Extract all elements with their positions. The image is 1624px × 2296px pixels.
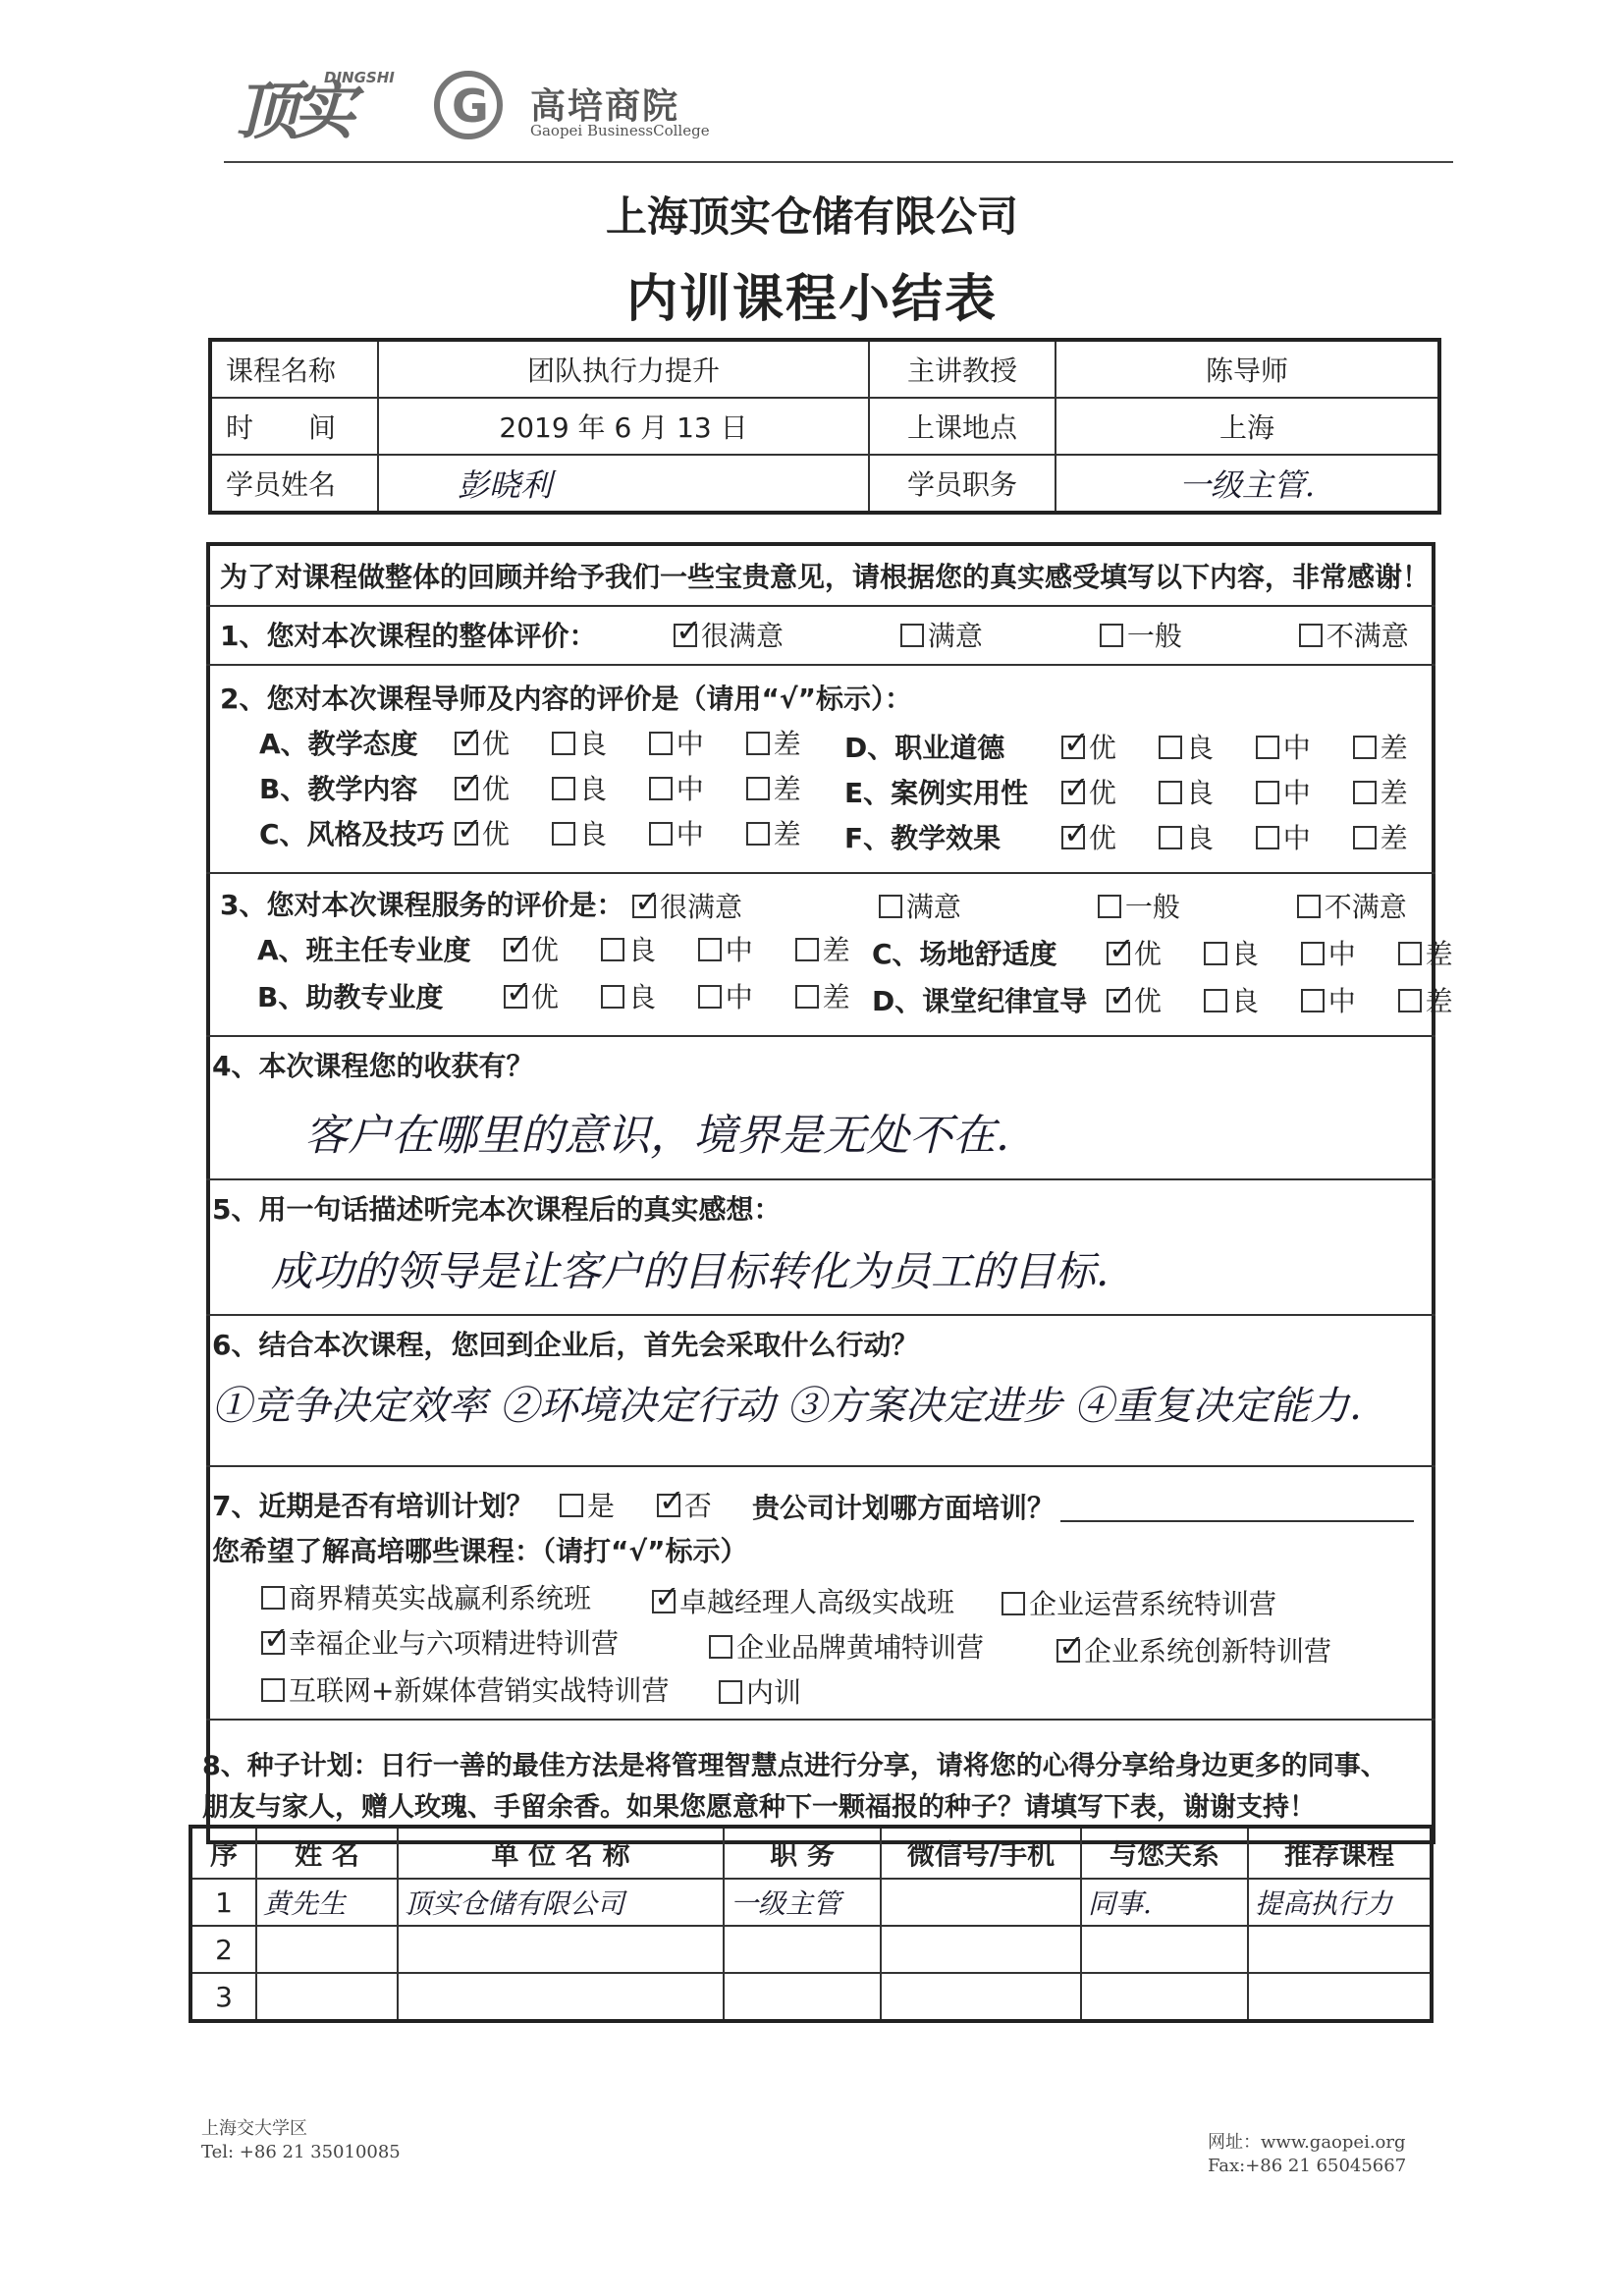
checkbox-icon[interactable] (649, 732, 673, 755)
grade-excellent[interactable]: ✓ 优 (1061, 727, 1116, 766)
teacher-label: 主讲教授 (869, 340, 1056, 398)
checkbox-icon[interactable] (261, 1586, 285, 1610)
q3-option-satisfied[interactable]: 满意 (879, 886, 961, 925)
checkbox-checked-icon[interactable] (504, 985, 527, 1009)
time-value[interactable]: 2019 年 6 月 13 日 (378, 398, 869, 455)
cell-company[interactable] (398, 1973, 724, 2021)
q3-label: 3、您对本次课程服务的评价是： (220, 889, 624, 921)
q2-item-b: B、教学内容 ✓ 优 良 中 差 (259, 768, 835, 807)
checkbox-icon[interactable] (795, 938, 819, 961)
grade-poor[interactable]: 差 (1353, 772, 1408, 811)
footer-fax: Fax:+86 21 65045667 (1208, 2156, 1407, 2176)
survey-intro: 为了对课程做整体的回顾并给予我们一些宝贵意见，请根据您的真实感受填写以下内容，非常感谢！ (220, 561, 1431, 593)
grade-excellent[interactable]: ✓ 优 (504, 929, 559, 968)
cell-name[interactable] (256, 1973, 398, 2021)
course-option[interactable]: 企业运营系统特训营 (1001, 1583, 1276, 1622)
checkbox-icon[interactable] (900, 624, 924, 647)
grade-fair[interactable]: 中 (1301, 980, 1356, 1019)
q2-item-e: E、案例实用性 ✓ 优 良 中 差 (844, 772, 1441, 811)
grade-fair[interactable]: 中 (1256, 772, 1311, 811)
column-header: 与您关系 (1081, 1827, 1248, 1879)
checkbox-icon[interactable] (746, 732, 770, 755)
checkbox-icon[interactable] (1204, 989, 1227, 1012)
checkbox-icon[interactable] (698, 938, 722, 961)
q3-options (632, 886, 1440, 925)
q7-area-input[interactable] (1060, 1520, 1414, 1522)
table-header-row (190, 1827, 1432, 1879)
q2-label: 2、您对本次课程导师及内容的评价是（请用“√”标示）： (220, 683, 912, 715)
grade-fair[interactable]: 中 (698, 929, 753, 968)
checkbox-icon[interactable] (560, 1494, 583, 1517)
footer-campus: 上海交大学区 (201, 2118, 307, 2139)
q3-item-a: A、班主任专业度 ✓ 优 良 中 差 (257, 929, 884, 968)
checkbox-checked-icon[interactable] (657, 1494, 680, 1517)
grade-excellent[interactable]: ✓ 优 (1107, 933, 1162, 972)
grade-poor[interactable]: 差 (746, 723, 801, 762)
student-role-label: 学员职务 (869, 455, 1056, 513)
checkbox-icon[interactable] (552, 732, 575, 755)
checkbox-icon[interactable] (1353, 826, 1377, 849)
checkbox-checked-icon[interactable] (1061, 736, 1085, 759)
q5-label: 5、用一句话描述听完本次课程后的真实感想： (212, 1193, 782, 1226)
dingshi-logo: 顶实 (236, 76, 350, 148)
cell-course[interactable] (1248, 1926, 1432, 1973)
grade-poor[interactable]: 差 (795, 976, 850, 1015)
row-index: 3 (190, 1973, 256, 2021)
dingshi-logo-en: DINGSHI (324, 69, 395, 86)
grade-poor[interactable]: 差 (1353, 817, 1408, 856)
column-header: 单 位 名 称 (398, 1827, 724, 1879)
place-value[interactable]: 上海 (1056, 398, 1439, 455)
course-option[interactable]: ✓ 卓越经理人高级实战班 (652, 1581, 954, 1620)
grade-poor[interactable]: 差 (746, 768, 801, 807)
footer-left (201, 2117, 401, 2164)
table-row (190, 1926, 1432, 1973)
cell-contact[interactable] (881, 1973, 1081, 2021)
checkbox-checked-icon[interactable] (455, 732, 478, 755)
grade-fair[interactable]: 中 (698, 976, 753, 1015)
checkbox-checked-icon[interactable] (652, 1590, 676, 1613)
checkbox-icon[interactable] (1301, 989, 1325, 1012)
q5-answer[interactable]: 成功的领导是让客户的目标转化为员工的目标. (271, 1247, 1110, 1295)
course-option[interactable]: ✓ 企业系统创新特训营 (1056, 1630, 1331, 1669)
q4-label: 4、本次课程您的收获有？ (212, 1050, 534, 1082)
grade-excellent[interactable]: ✓ 优 (455, 813, 510, 852)
q3-item-b: B、助教专业度 ✓ 优 良 中 差 (257, 976, 884, 1015)
cell-company[interactable]: 顶实仓储有限公司 (398, 1879, 724, 1926)
grade-good[interactable]: 良 (1159, 817, 1214, 856)
checkbox-icon[interactable] (1398, 989, 1422, 1012)
grade-excellent[interactable]: ✓ 优 (1061, 817, 1116, 856)
cell-contact[interactable] (881, 1879, 1081, 1926)
grade-good[interactable]: 良 (552, 723, 607, 762)
q3-option-very-satisfied[interactable]: ✓ 很满意 (632, 886, 742, 925)
course-option[interactable]: 商界精英实战赢利系统班 (261, 1577, 591, 1616)
cell-course[interactable]: 提高执行力 (1248, 1879, 1432, 1926)
q7-label: 7、近期是否有培训计划？ (212, 1490, 534, 1522)
student-role-value[interactable]: 一级主管. (1056, 455, 1439, 513)
grade-fair[interactable]: 中 (649, 723, 704, 762)
checkbox-icon[interactable] (698, 985, 722, 1009)
q6-answer[interactable]: ①竞争决定效率 ②环境决定行动 ③方案决定进步 ④重复决定能力. (212, 1384, 1362, 1429)
checkbox-icon[interactable] (649, 777, 673, 800)
checkbox-checked-icon[interactable] (504, 938, 527, 961)
q3-option-average[interactable]: 一般 (1098, 886, 1180, 925)
column-header: 序 (190, 1827, 256, 1879)
student-name-label: 学员姓名 (210, 455, 378, 513)
checkbox-icon[interactable] (1001, 1592, 1025, 1615)
checkbox-checked-icon[interactable] (1056, 1639, 1080, 1663)
checkbox-checked-icon[interactable] (1061, 781, 1085, 804)
grade-good[interactable]: 良 (1159, 727, 1214, 766)
checkbox-icon[interactable] (1353, 781, 1377, 804)
cell-role[interactable] (724, 1973, 881, 2021)
checkbox-checked-icon[interactable] (455, 777, 478, 800)
company-name: 上海顶实仓储有限公司 (605, 192, 1018, 241)
checkbox-icon[interactable] (1256, 781, 1279, 804)
checkbox-icon[interactable] (1100, 624, 1123, 647)
checkbox-icon[interactable] (709, 1635, 732, 1659)
cell-name[interactable]: 黄先生 (256, 1879, 398, 1926)
course-option[interactable]: 互联网+新媒体营销实战特训营 (261, 1669, 669, 1709)
checkbox-icon[interactable] (649, 822, 673, 846)
checkbox-icon[interactable] (1353, 736, 1377, 759)
checkbox-icon[interactable] (1098, 895, 1121, 918)
checkbox-icon[interactable] (1398, 942, 1422, 965)
checkbox-icon[interactable] (879, 895, 902, 918)
row-index: 2 (190, 1926, 256, 1973)
course-info-table (208, 338, 1441, 515)
checkbox-icon[interactable] (1256, 736, 1279, 759)
grade-fair[interactable]: 中 (1301, 933, 1356, 972)
grade-good[interactable]: 良 (552, 813, 607, 852)
q8-line2: 朋友与家人，赠人玫瑰、手留余香。如果您愿意种下一颗福报的种子？请填写下表，谢谢支持！ (202, 1792, 1316, 1823)
grade-fair[interactable]: 中 (649, 813, 704, 852)
grade-poor[interactable]: 差 (1398, 933, 1453, 972)
place-label: 上课地点 (869, 398, 1056, 455)
grade-good[interactable]: 良 (1159, 772, 1214, 811)
column-header: 姓 名 (256, 1827, 398, 1879)
cell-course[interactable] (1248, 1973, 1432, 2021)
q2-item-a: A、教学态度 ✓ 优 良 中 差 (259, 723, 835, 762)
checkbox-icon[interactable] (601, 938, 624, 961)
q7-courses-label: 您希望了解高培哪些课程：（请打“√”标示） (212, 1535, 748, 1567)
q2-item-c: C、风格及技巧 ✓ 优 良 中 差 (259, 813, 835, 852)
q1-option-satisfied[interactable]: 满意 (900, 615, 983, 654)
table-row (190, 1973, 1432, 2021)
gaopei-logo-en: Gaopei BusinessCollege (530, 122, 710, 139)
q1-options (674, 615, 1442, 654)
checkbox-icon[interactable] (1301, 942, 1325, 965)
checkbox-icon[interactable] (1159, 826, 1182, 849)
checkbox-icon[interactable] (1256, 826, 1279, 849)
grade-good[interactable]: 良 (1204, 933, 1259, 972)
column-header: 职 务 (724, 1827, 881, 1879)
course-option[interactable]: ✓幸福企业与六项精进特训营 (261, 1622, 619, 1662)
checkbox-checked-icon[interactable] (1107, 989, 1130, 1012)
grade-excellent[interactable]: ✓ 优 (504, 976, 559, 1015)
grade-excellent[interactable]: ✓ 优 (455, 723, 510, 762)
checkbox-icon[interactable] (1159, 736, 1182, 759)
checkbox-checked-icon[interactable] (632, 895, 656, 918)
q7-option-no[interactable]: ✓ 否 (657, 1485, 712, 1524)
q2-item-f: F、教学效果 ✓ 优 良 中 差 (844, 817, 1441, 856)
column-header: 微信号/手机 (881, 1827, 1081, 1879)
grade-excellent[interactable]: ✓ 优 (1107, 980, 1162, 1019)
grade-excellent[interactable]: ✓ 优 (1061, 772, 1116, 811)
gaopei-logo-icon (434, 71, 503, 139)
checkbox-icon[interactable] (552, 777, 575, 800)
q6-label: 6、结合本次课程，您回到企业后，首先会采取什么行动？ (212, 1329, 919, 1361)
course-option[interactable]: 企业品牌黄埔特训营 (709, 1626, 984, 1666)
cell-company[interactable] (398, 1926, 724, 1973)
q1-option-very-satisfied[interactable]: ✓ 很满意 (674, 615, 784, 654)
checkbox-icon[interactable] (746, 822, 770, 846)
grade-good[interactable]: 良 (601, 976, 656, 1015)
gaopei-logo-letter: G (452, 80, 489, 133)
checkbox-icon[interactable] (795, 985, 819, 1009)
grade-good[interactable]: 良 (552, 768, 607, 807)
q1-label: 1、您对本次课程的整体评价： (220, 620, 597, 652)
checkbox-checked-icon[interactable] (261, 1631, 285, 1655)
cell-contact[interactable] (881, 1926, 1081, 1973)
checkbox-icon[interactable] (719, 1680, 742, 1704)
checkbox-icon[interactable] (261, 1678, 285, 1702)
course-name-value[interactable]: 团队执行力提升 (378, 340, 869, 398)
checkbox-icon[interactable] (1204, 942, 1227, 965)
cell-role[interactable]: 一级主管 (724, 1879, 881, 1926)
header-divider (224, 161, 1453, 163)
q7-yes-no (560, 1485, 745, 1524)
checkbox-icon[interactable] (1159, 781, 1182, 804)
checkbox-icon[interactable] (601, 985, 624, 1009)
q2-item-d: D、职业道德 ✓ 优 良 中 差 (844, 727, 1441, 766)
q7-option-yes[interactable]: 是 (560, 1485, 615, 1524)
grade-fair[interactable]: 中 (1256, 817, 1311, 856)
grade-excellent[interactable]: ✓ 优 (455, 768, 510, 807)
checkbox-checked-icon[interactable] (455, 822, 478, 846)
q4-answer[interactable]: 客户在哪里的意识，境界是无处不在. (304, 1111, 1009, 1161)
q8-line1: 8、种子计划：日行一善的最佳方法是将管理智慧点进行分享，请将您的心得分享给身边更多的同事、 (202, 1751, 1387, 1781)
grade-fair[interactable]: 中 (649, 768, 704, 807)
seed-plan-table (189, 1825, 1434, 2023)
cell-relation[interactable]: 同事. (1081, 1879, 1248, 1926)
grade-poor[interactable]: 差 (795, 929, 850, 968)
checkbox-checked-icon[interactable] (1107, 942, 1130, 965)
footer-website[interactable]: 网址：www.gaopei.org (1208, 2132, 1406, 2153)
student-name-value[interactable]: 彭晓利 (378, 455, 869, 513)
gaopei-logo-name: 高培商院 (530, 85, 680, 127)
form-title: 内训课程小结表 (625, 270, 998, 329)
time-label: 时 间 (210, 398, 378, 455)
q7-area-label: 贵公司计划哪方面培训？ (752, 1492, 1056, 1524)
q3-option-unsatisfied[interactable]: 不满意 (1297, 886, 1407, 925)
course-option[interactable]: 内训 (719, 1671, 801, 1711)
checkbox-icon[interactable] (552, 822, 575, 846)
cell-relation[interactable] (1081, 1973, 1248, 2021)
grade-good[interactable]: 良 (601, 929, 656, 968)
q1-option-unsatisfied[interactable]: 不满意 (1299, 615, 1409, 654)
grade-good[interactable]: 良 (1204, 980, 1259, 1019)
teacher-value[interactable]: 陈导师 (1056, 340, 1439, 398)
course-name-label: 课程名称 (210, 340, 378, 398)
checkbox-icon[interactable] (1297, 895, 1321, 918)
checkbox-checked-icon[interactable] (1061, 826, 1085, 849)
grade-fair[interactable]: 中 (1256, 727, 1311, 766)
checkbox-icon[interactable] (1299, 624, 1323, 647)
grade-poor[interactable]: 差 (1398, 980, 1453, 1019)
cell-relation[interactable] (1081, 1926, 1248, 1973)
grade-poor[interactable]: 差 (1353, 727, 1408, 766)
cell-name[interactable] (256, 1926, 398, 1973)
row-index: 1 (190, 1879, 256, 1926)
footer-right (1208, 2131, 1406, 2178)
column-header: 推荐课程 (1248, 1827, 1432, 1879)
checkbox-checked-icon[interactable] (674, 624, 697, 647)
q3-item-c: C、场地舒适度 ✓ 优 良 中 差 (872, 933, 1487, 972)
table-row (190, 1879, 1432, 1926)
q3-item-d: D、课堂纪律宣导 ✓ 优 良 中 差 (872, 980, 1487, 1019)
cell-role[interactable] (724, 1926, 881, 1973)
checkbox-icon[interactable] (746, 777, 770, 800)
footer-tel: Tel: +86 21 35010085 (201, 2142, 401, 2162)
grade-poor[interactable]: 差 (746, 813, 801, 852)
q1-option-average[interactable]: 一般 (1100, 615, 1182, 654)
